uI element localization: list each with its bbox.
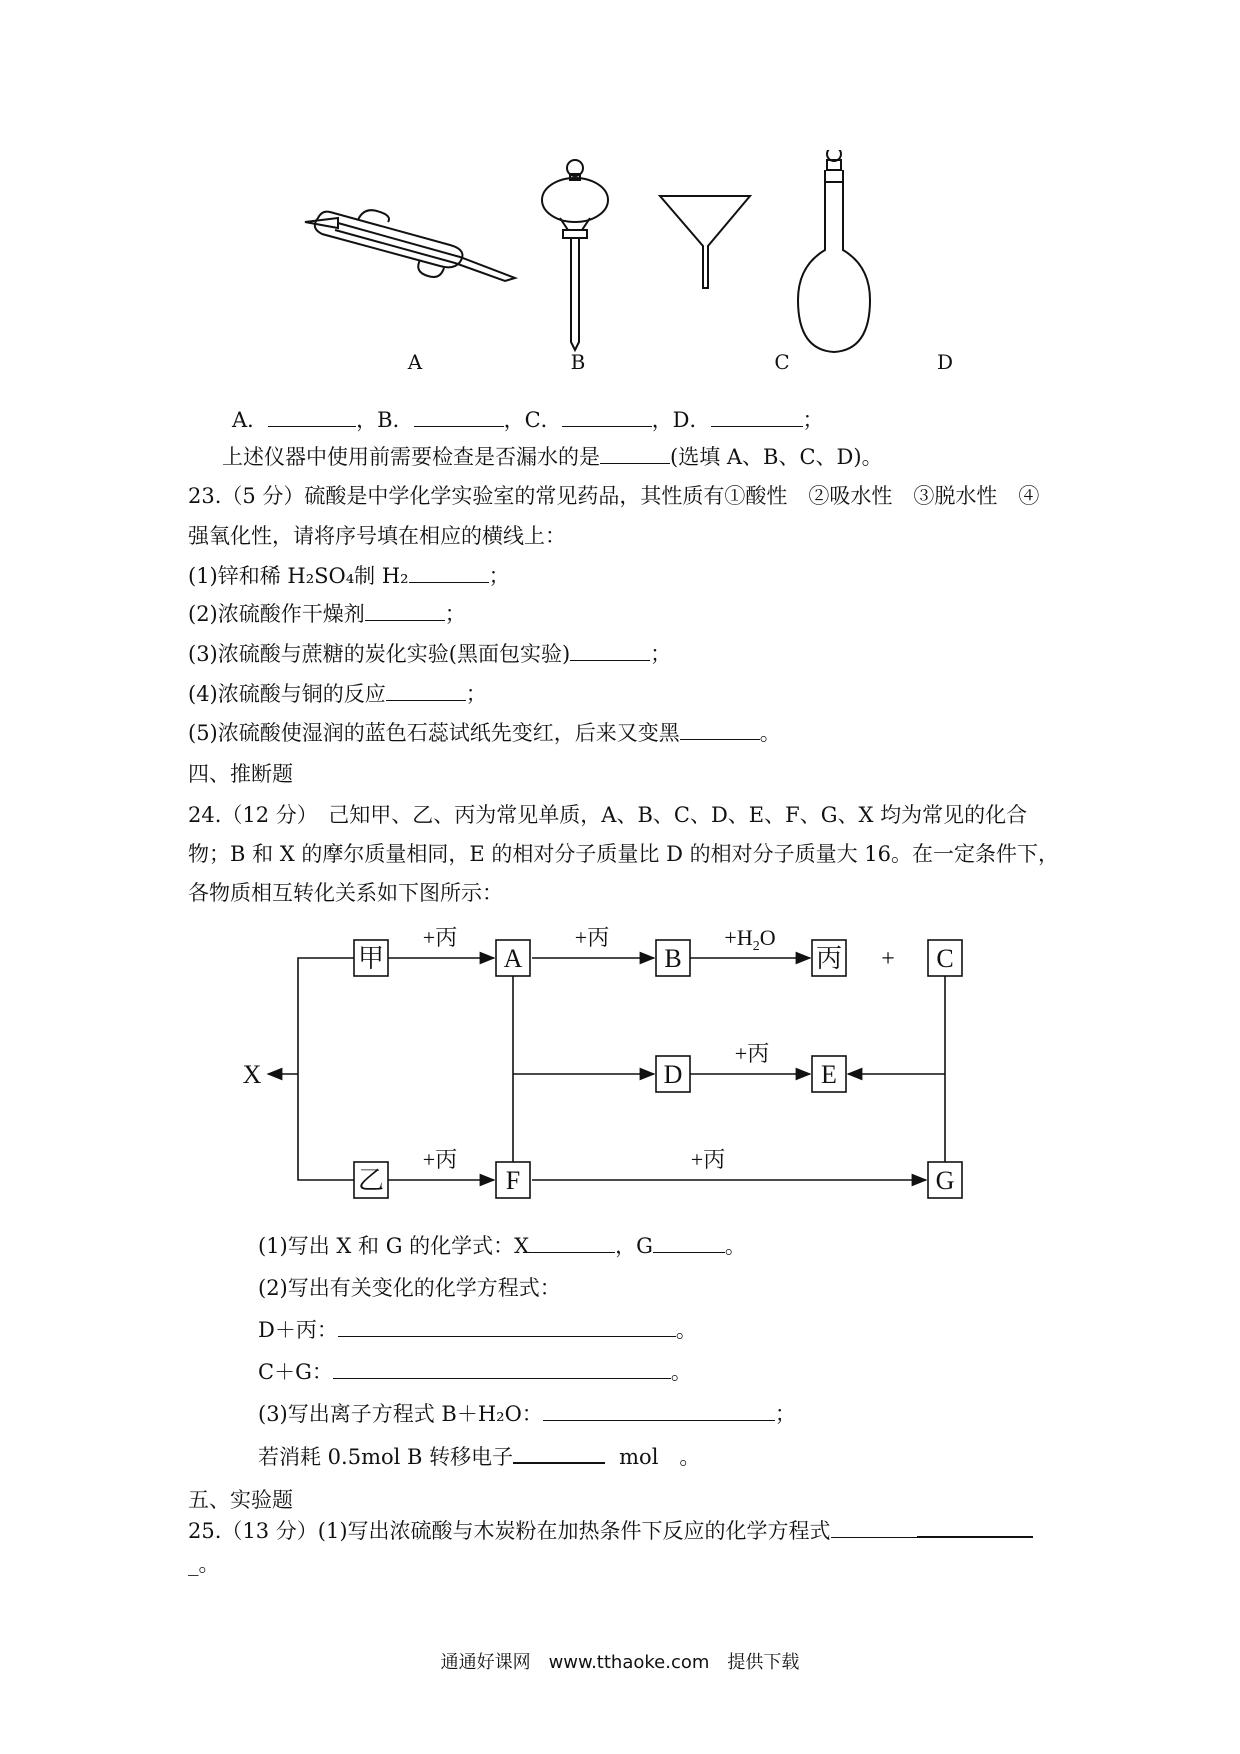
answer-blank[interactable] — [386, 680, 466, 701]
answer-blank[interactable] — [529, 1232, 615, 1253]
page-footer: 通通好课网 www.tthaoke.com 提供下载 — [440, 1652, 800, 1673]
apparatus-label-c: C — [774, 350, 790, 374]
volumetric-flask-apparatus — [798, 150, 870, 352]
answer-blank[interactable] — [513, 1442, 605, 1464]
q24-sub1 — [258, 1232, 746, 1260]
answer-blank[interactable] — [333, 1358, 671, 1379]
q22-leak-check — [222, 443, 883, 471]
q22-line-end: ； — [802, 408, 824, 432]
q23-item-text: (2)浓硫酸作干燥剂 — [188, 602, 365, 626]
answer-blank[interactable] — [831, 1517, 917, 1538]
q22-leak-check-hint: (选填 A、B、C、D)。 — [670, 445, 883, 469]
node-bing: 丙 — [815, 944, 843, 973]
q23-item-end: ； — [650, 642, 672, 666]
answer-blank[interactable] — [711, 406, 803, 427]
q23-item-2 — [188, 600, 466, 628]
node-f: F — [505, 1166, 521, 1195]
answer-blank[interactable] — [365, 600, 445, 621]
node-c: C — [936, 944, 954, 973]
answer-blank[interactable] — [414, 406, 504, 427]
q24-stem-line3: 各物质相互转化关系如下图所示： — [188, 881, 503, 905]
answer-blank[interactable] — [680, 719, 760, 740]
node-b: B — [664, 944, 682, 973]
edge-label-plus-h2o: $+H_2O$ — [724, 925, 776, 954]
q24-stem-line2: 物；B 和 X 的摩尔质量相同，E 的相对分子质量比 D 的相对分子质量大 16。在一定条件下， — [188, 842, 1059, 866]
q24-sub1-text: (1)写出 X 和 G 的化学式：X — [258, 1234, 530, 1258]
q23-stem-line2: 强氧化性，请将序号填在相应的横线上： — [188, 524, 566, 548]
answer-blank[interactable] — [562, 406, 652, 427]
q23-item-end: 。 — [759, 721, 781, 745]
q23-item-1 — [188, 562, 510, 590]
answer-blank[interactable] — [268, 406, 356, 427]
q24-sub3-label: (3)写出离子方程式 B＋H₂O： — [258, 1402, 543, 1426]
q23-item-text: (5)浓硫酸使湿润的蓝色石蕊试纸先变红，后来又变黑 — [188, 721, 680, 745]
q23-item-text: (3)浓硫酸与蔗糖的炭化实验(黑面包实验) — [188, 642, 571, 666]
node-a: A — [503, 944, 523, 973]
condenser-apparatus — [305, 210, 515, 281]
plus-sign: + — [881, 946, 895, 972]
q24-electron — [258, 1442, 700, 1471]
separatory-funnel-apparatus — [542, 160, 608, 350]
q25-stem — [188, 1516, 1033, 1545]
apparatus-figure — [290, 150, 1010, 360]
q23-item-end: ； — [444, 602, 466, 626]
q23-item-end: ； — [488, 564, 510, 588]
q23-item-4 — [188, 680, 487, 708]
q24-eq-label: C＋G： — [258, 1360, 333, 1384]
answer-blank[interactable] — [338, 1316, 676, 1337]
q25-stem-text: 25.（13 分）(1)写出浓硫酸与木炭粉在加热条件下反应的化学方程式 — [188, 1519, 831, 1543]
apparatus-label-d: D — [936, 350, 954, 374]
q24-eq-label: D＋丙： — [258, 1318, 338, 1342]
answer-blank[interactable] — [409, 562, 489, 583]
q23-item-3 — [188, 640, 671, 668]
answer-blank[interactable] — [570, 640, 650, 661]
q24-sub3-end: ； — [774, 1402, 796, 1426]
conversion-diagram — [230, 920, 990, 1220]
node-e: E — [821, 1060, 837, 1089]
answer-blank[interactable] — [653, 1232, 725, 1253]
q22-answer-line — [232, 406, 824, 434]
node-jia: 甲 — [357, 944, 385, 973]
funnel-apparatus — [660, 196, 750, 288]
q24-eq-c — [258, 1358, 692, 1386]
q23-item-text: (1)锌和稀 H₂SO₄制 H₂ — [188, 564, 409, 588]
node-d: D — [663, 1060, 683, 1089]
answer-blank[interactable] — [543, 1400, 775, 1421]
q24-eq-end: 。 — [670, 1360, 692, 1384]
answer-blank[interactable] — [917, 1516, 1033, 1538]
edge-label-plus-bing: +丙 — [734, 1041, 770, 1066]
q24-stem-line1: 24.（12 分） 己知甲、乙、丙为常见单质，A、B、C、D、E、F、G、X 均为常见的化合 — [188, 803, 1028, 827]
q24-sub1-text: ，G — [615, 1234, 653, 1258]
node-x: X — [242, 1060, 262, 1089]
answer-blank[interactable] — [600, 443, 670, 464]
section-heading: 四、推断题 — [188, 762, 293, 786]
section-heading: 五、实验题 — [188, 1488, 293, 1512]
apparatus-label-b: B — [570, 350, 586, 374]
q22-label-b: ，B． — [356, 408, 414, 432]
q22-leak-check-text: 上述仪器中使用前需要检查是否漏水的是 — [222, 445, 600, 469]
edge-label-plus-bing: +丙 — [422, 1147, 458, 1172]
node-yi: 乙 — [357, 1166, 385, 1195]
q24-eq-d — [258, 1316, 697, 1344]
q24-eq-end: 。 — [675, 1318, 697, 1342]
q24-electron-unit: mol 。 — [619, 1445, 701, 1469]
q22-label-c: ，C． — [503, 408, 562, 432]
edge-label-plus-bing: +丙 — [690, 1147, 726, 1172]
node-g: G — [935, 1166, 955, 1195]
edge-label-plus-bing: +丙 — [574, 925, 610, 950]
apparatus-label-a: A — [407, 350, 423, 374]
q23-stem-line1: 23.（5 分）硫酸是中学化学实验室的常见药品，其性质有①酸性 ②吸水性 ③脱水性 ④ — [188, 484, 1040, 508]
q24-sub1-end: 。 — [724, 1234, 746, 1258]
q22-label-d: ，D． — [651, 408, 711, 432]
q22-label-a: A． — [232, 408, 269, 432]
q23-item-end: ； — [465, 682, 487, 706]
q25-continuation: _。 — [188, 1552, 220, 1576]
q23-item-5 — [188, 719, 781, 747]
edge-label-plus-bing: +丙 — [422, 925, 458, 950]
q23-item-text: (4)浓硫酸与铜的反应 — [188, 682, 386, 706]
q24-sub2: (2)写出有关变化的化学方程式： — [258, 1276, 561, 1300]
q24-sub3 — [258, 1400, 796, 1428]
q24-electron-text: 若消耗 0.5mol B 转移电子 — [258, 1445, 514, 1469]
